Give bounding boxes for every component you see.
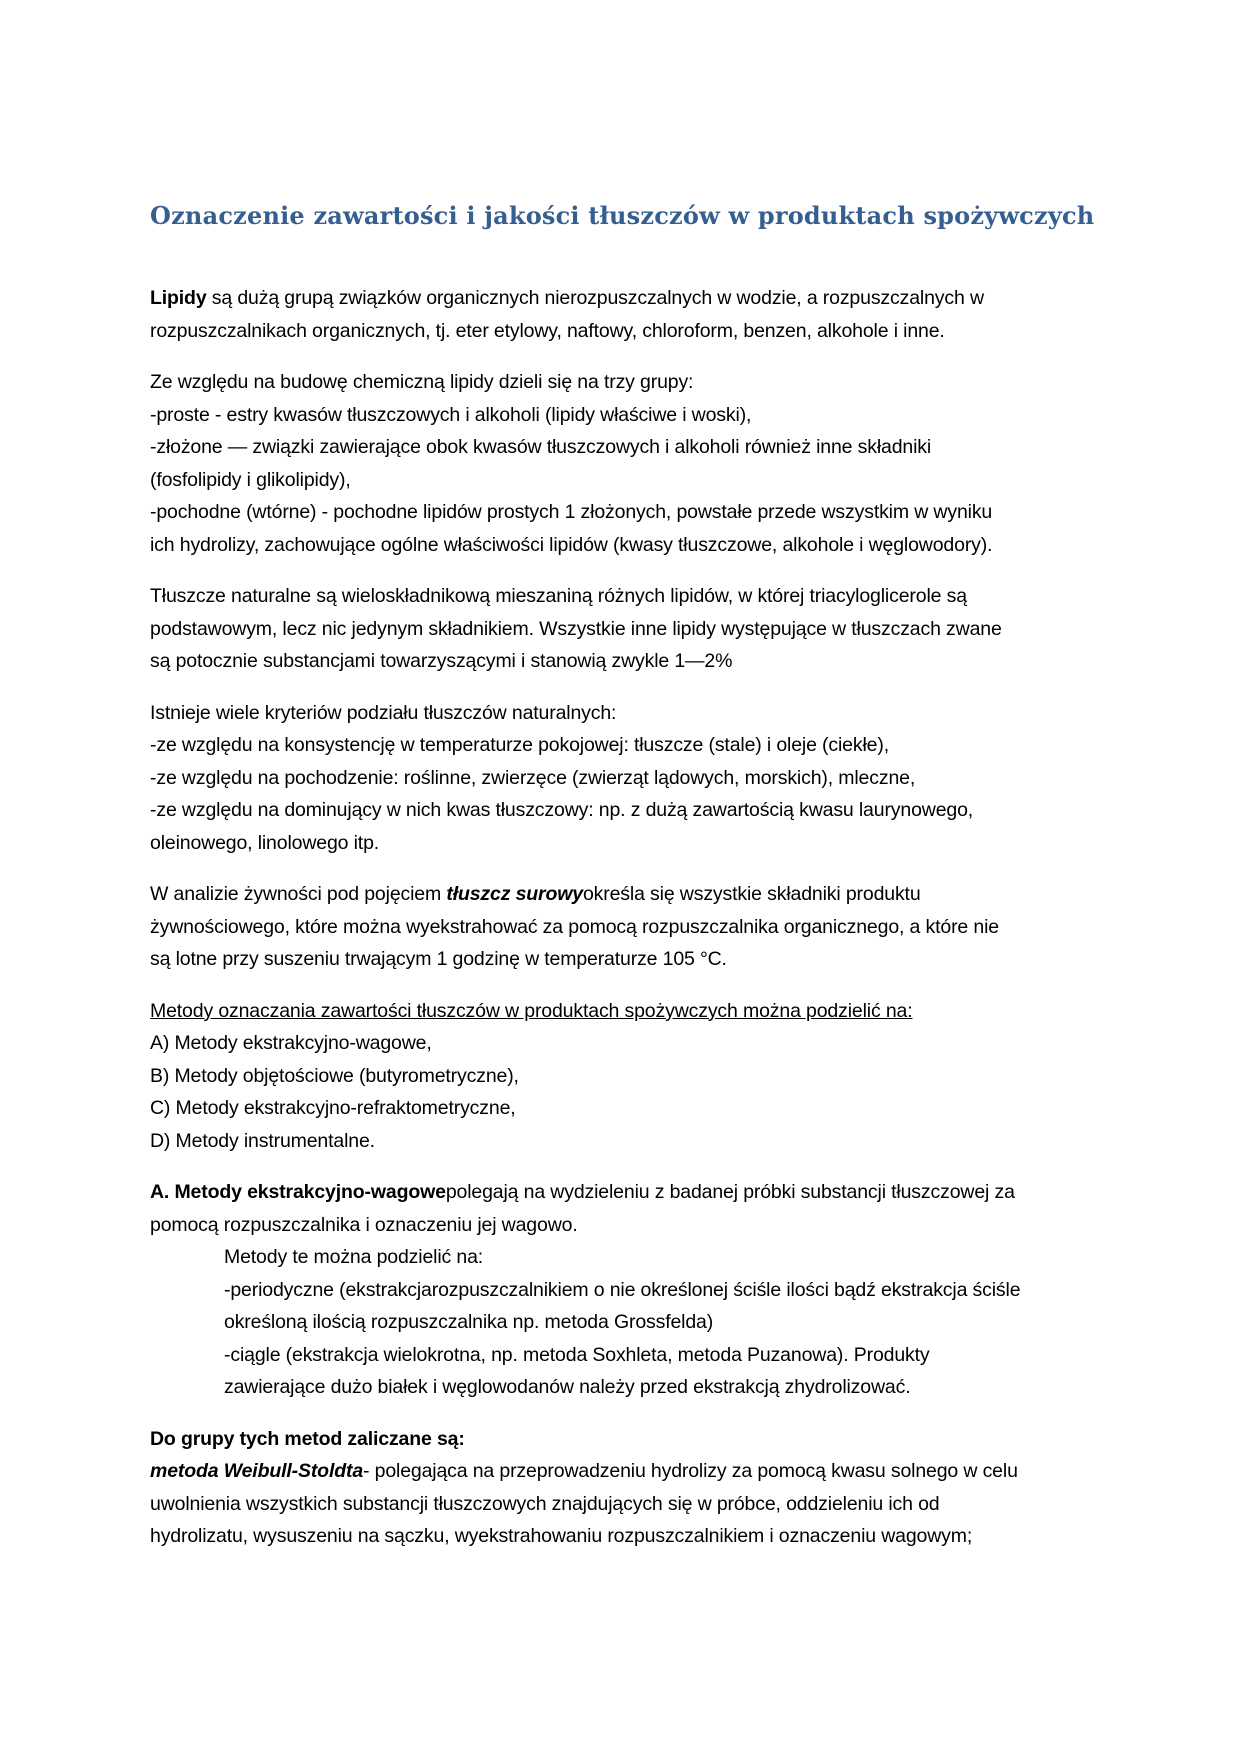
text-line: pomocą rozpuszczalnika i oznaczeniu jej wagowo. (150, 1213, 578, 1236)
text-line: oleinowego, linolowego itp. (150, 831, 380, 854)
paragraph-method-group (150, 1423, 1100, 1553)
list-item: A) Metody ekstrakcyjno-wagowe, (150, 1032, 432, 1054)
text-line: ich hydrolizy, zachowujące ogólne właściwości lipidów (kwasy tłuszczowe, alkohole i węglowodory). (150, 533, 993, 556)
bold-heading: Do grupy tych metod zaliczane są: (150, 1427, 465, 1450)
bold-italic-term-weibull-stoldt: metoda Weibull-Stoldta (150, 1460, 364, 1482)
text-line (150, 1176, 1100, 1209)
text-line: -pochodne (wtórne) - pochodne lipidów prostych 1 złożonych, powstałe przede wszystkim w wyniku (150, 501, 993, 523)
text-fragment: - polegająca na przeprowadzeniu hydrolizy za pomocą kwasu solnego w celu (363, 1460, 1018, 1482)
text-line: Ze względu na budowę chemiczną lipidy dzieli się na trzy grupy: (150, 371, 694, 393)
text-line (150, 878, 1100, 911)
text-line: podstawowym, lecz nic jedynym składnikiem. Wszystkie inne lipidy występujące w tłuszczach zwane (150, 617, 1002, 640)
text-fragment: określa się wszystkie składniki produktu (582, 883, 921, 905)
indented-line: -periodyczne (ekstrakcjarozpuszczalnikiem o nie określonej ściśle ilości bądź ekstrakcja ściśle (224, 1278, 1021, 1301)
text-line (150, 282, 1100, 315)
list-item: D) Metody instrumentalne. (150, 1129, 375, 1152)
list-item: C) Metody ekstrakcyjno-refraktometryczne, (150, 1097, 516, 1119)
paragraph-crude-fat (150, 878, 1100, 976)
text-fragment: polegają na wydzieleniu z badanej próbki substancji tłuszczowej za (445, 1181, 1015, 1203)
text-line: Tłuszcze naturalne są wieloskładnikową mieszaniną różnych lipidów, w której triacyloglicerole są (150, 585, 967, 607)
paragraph-lipids-intro (150, 282, 1100, 347)
indented-line: zawierające dużo białek i węglowodanów należy przed ekstrakcją zhydrolizować. (224, 1376, 911, 1398)
document-title: Oznaczenie zawartości i jakości tłuszczów w produktach spożywczych (150, 201, 1095, 230)
list-item: B) Metody objętościowe (butyrometryczne), (150, 1064, 519, 1087)
text-line: Istnieje wiele kryteriów podziału tłuszczów naturalnych: (150, 701, 617, 724)
paragraph-extraction-weight-methods (150, 1176, 1100, 1404)
text-line (150, 1455, 1100, 1488)
bold-italic-term-crude-fat: tłuszcz surowy (446, 883, 583, 905)
indented-line: -ciągle (ekstrakcja wielokrotna, np. metoda Soxhleta, metoda Puzanowa). Produkty (224, 1343, 930, 1366)
paragraph-lipid-groups (150, 366, 1100, 561)
text-line: -ze względu na konsystencję w temperaturze pokojowej: tłuszcze (stale) i oleje (ciekłe), (150, 734, 889, 756)
text-fragment: W analizie żywności pod pojęciem (150, 883, 447, 905)
text-line: -ze względu na dominujący w nich kwas tłuszczowy: np. z dużą zawartością kwasu laurynowego, (150, 799, 974, 821)
document-body (150, 282, 1100, 1553)
text-line: są potocznie substancjami towarzyszącymi i stanowią zwykle 1—2% (150, 650, 733, 672)
text-line: są lotne przy suszeniu trwającym 1 godzinę w temperaturze 105 °C. (150, 948, 727, 970)
text-line: (fosfolipidy i glikolipidy), (150, 468, 351, 491)
text-line: -ze względu na pochodzenie: roślinne, zwierzęce (zwierząt lądowych, morskich), mleczne, (150, 766, 916, 789)
text-line: żywnościowego, które można wyekstrahować za pomocą rozpuszczalnika organicznego, a które nie (150, 915, 999, 938)
text-line: -złożone — związki zawierające obok kwasów tłuszczowych i alkoholi również inne składniki (150, 436, 932, 458)
indented-line: Metody te można podzielić na: (224, 1246, 484, 1268)
paragraph-classification-criteria (150, 697, 1100, 860)
text-line: hydrolizatu, wysuszeniu na sączku, wyekstrahowaniu rozpuszczalnikiem i oznaczeniu wagowym; (150, 1525, 973, 1547)
indented-line: określoną ilością rozpuszczalnika np. metoda Grossfelda) (224, 1311, 714, 1333)
text-line: rozpuszczalnikach organicznych, tj. eter etylowy, naftowy, chloroform, benzen, alkohole i inne. (150, 319, 945, 342)
paragraph-natural-fats (150, 580, 1100, 678)
document-page (150, 195, 1100, 1572)
text-line: -proste - estry kwasów tłuszczowych i alkoholi (lipidy właściwe i woski), (150, 403, 752, 426)
text-fragment: są dużą grupą związków organicznych nierozpuszczalnych w wodzie, a rozpuszczalnych w (206, 287, 984, 309)
bold-term-lipidy: Lipidy (150, 287, 207, 309)
text-line: uwolnienia wszystkich substancji tłuszczowych znajdujących się w próbce, oddzieleniu ich od (150, 1492, 940, 1515)
underlined-heading: Metody oznaczania zawartości tłuszczów w produktach spożywczych można podzielić na: (150, 999, 913, 1022)
bold-term-method-a: A. Metody ekstrakcyjno-wagowe (150, 1181, 446, 1203)
paragraph-methods-list (150, 995, 1100, 1158)
